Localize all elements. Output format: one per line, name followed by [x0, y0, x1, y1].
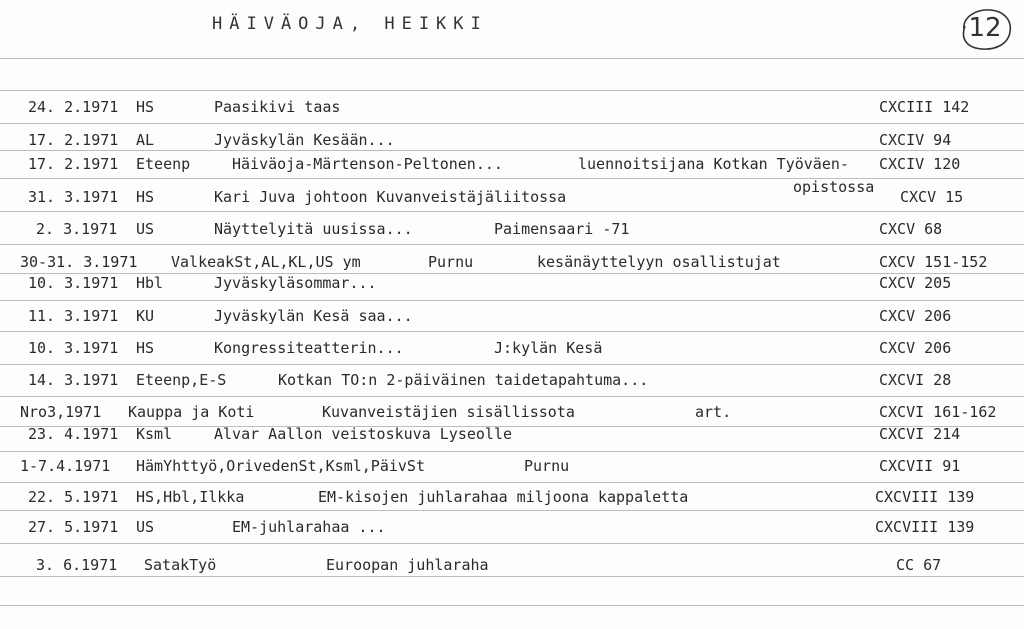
- entry-ref: CXCVIII 139: [875, 518, 975, 536]
- entry-title: Häiväoja-Märtenson-Peltonen...: [232, 155, 503, 173]
- entry-date: 11. 3.1971: [28, 307, 119, 325]
- entry-date: 22. 5.1971: [28, 488, 119, 506]
- entry-ref: CXCVI 214: [879, 425, 961, 443]
- entry-ref: CXCV 205: [879, 274, 952, 292]
- entry-ref: CXCV 68: [879, 220, 943, 238]
- entry-source: ValkeakSt,AL,KL,US ym: [171, 253, 361, 271]
- entry-ref: CXCV 206: [879, 307, 952, 325]
- entry-source: HS,Hbl,Ilkka: [136, 488, 245, 506]
- entry-source: US: [136, 518, 155, 536]
- list-item: [0, 488, 1024, 512]
- list-item: [0, 307, 1024, 331]
- entry-title: Alvar Aallon veistoskuva Lyseolle: [214, 425, 513, 443]
- entry-note-continuation: opistossa: [793, 178, 875, 196]
- entry-date: 3. 6.1971: [36, 556, 118, 574]
- entry-date: 17. 2.1971: [28, 155, 119, 173]
- entry-note: luennoitsijana Kotkan Työväen-: [578, 155, 849, 173]
- entry-date: 17. 2.1971: [28, 131, 119, 149]
- rule-line: [0, 605, 1024, 606]
- list-item: [0, 131, 1024, 155]
- list-item: [0, 339, 1024, 363]
- entry-note: kesänäyttelyyn osallistujat: [537, 253, 781, 271]
- entry-ref: [879, 155, 960, 173]
- entry-source: HS: [136, 188, 155, 206]
- list-item: [0, 274, 1024, 298]
- list-item: [0, 425, 1024, 449]
- list-item: [0, 155, 1024, 179]
- entry-title: EM-juhlarahaa ...: [232, 518, 386, 536]
- entry-title: Näyttelyitä uusissa...: [214, 220, 413, 238]
- list-item: [0, 371, 1024, 395]
- entry-title: Kotkan TO:n 2-päiväinen taidetapahtuma...: [278, 371, 649, 389]
- rule-line: [0, 58, 1024, 59]
- entry-source: HämYhttyö,OrivedenSt,Ksml,PäivSt: [136, 457, 425, 475]
- entry-ref: CC 67: [896, 556, 942, 574]
- entry-source: HS: [136, 339, 155, 357]
- entry-source: HS: [136, 98, 155, 116]
- list-item: [0, 556, 1024, 580]
- entry-source: Eteenp: [136, 155, 191, 173]
- entry-title: Jyväskylän Kesä saa...: [214, 307, 413, 325]
- entry-source: Hbl: [136, 274, 164, 292]
- list-item: [0, 220, 1024, 244]
- entry-title: Jyväskyläsommar...: [214, 274, 377, 292]
- entry-date: 31. 3.1971: [28, 188, 119, 206]
- rule-line: [0, 396, 1024, 397]
- entry-source: AL: [136, 131, 155, 149]
- entry-date: 24. 2.1971: [28, 98, 119, 116]
- card-number-badge: [956, 6, 1014, 52]
- entry-source: US: [136, 220, 155, 238]
- entry-title: Kari Juva johtoon Kuvanveistäjäliitossa: [214, 188, 567, 206]
- entry-title: Purnu: [428, 253, 474, 271]
- rule-line: [0, 451, 1024, 452]
- entry-date: 14. 3.1971: [28, 371, 119, 389]
- rule-line: [0, 331, 1024, 332]
- entry-source: Kauppa ja Koti: [128, 403, 255, 421]
- entry-ref-text: CXCIV 120: [879, 155, 961, 173]
- entry-date: 27. 5.1971: [28, 518, 119, 536]
- entry-ref: CXCV 206: [879, 339, 952, 357]
- entry-ref: CXCIV 94: [879, 131, 952, 149]
- entry-title: EM-kisojen juhlarahaa miljoona kappaletta: [318, 488, 689, 506]
- rule-line: [0, 244, 1024, 245]
- entry-note: J:kylän Kesä: [494, 339, 603, 357]
- list-item: [0, 518, 1024, 542]
- entry-ref: CXCV 15: [900, 188, 964, 206]
- rule-line: [0, 482, 1024, 483]
- entry-ref: CXCVII 91: [879, 457, 961, 475]
- entry-source: Ksml: [136, 425, 173, 443]
- card-title: HÄIVÄOJA, HEIKKI: [212, 14, 488, 34]
- entry-source: SatakTyö: [144, 556, 217, 574]
- list-item: [0, 403, 1024, 427]
- entry-date: 23. 4.1971: [28, 425, 119, 443]
- entry-ref: CXCVI 28: [879, 371, 952, 389]
- entry-title: Jyväskylän Kesään...: [214, 131, 395, 149]
- entry-title: Euroopan juhlaraha: [326, 556, 489, 574]
- entry-source: KU: [136, 307, 155, 325]
- entry-ref: CXCVIII 139: [875, 488, 975, 506]
- entry-date: Nro3,1971: [20, 403, 102, 421]
- entry-ref: CXCIII 142: [879, 98, 970, 116]
- rule-line: [0, 300, 1024, 301]
- entry-title: Purnu: [524, 457, 570, 475]
- entry-ref: CXCV 151-152: [879, 253, 988, 271]
- entry-note: Paimensaari -71: [494, 220, 630, 238]
- rule-line: [0, 90, 1024, 91]
- entry-date: 30-31. 3.1971: [20, 253, 138, 271]
- list-item: [0, 98, 1024, 122]
- entry-source: Eteenp,E-S: [136, 371, 227, 389]
- entry-title: Kongressiteatterin...: [214, 339, 404, 357]
- entry-title: Paasikivi taas: [214, 98, 341, 116]
- rule-line: [0, 543, 1024, 544]
- card-number: 12: [968, 13, 1002, 43]
- entry-ref: CXCVI 161-162: [879, 403, 997, 421]
- entry-note: art.: [695, 403, 732, 421]
- list-item: [0, 457, 1024, 481]
- entry-date: 1-7.4.1971: [20, 457, 111, 475]
- entry-date: 2. 3.1971: [36, 220, 118, 238]
- entry-date: 10. 3.1971: [28, 274, 119, 292]
- rule-line: [0, 364, 1024, 365]
- entry-date: 10. 3.1971: [28, 339, 119, 357]
- rule-line: [0, 123, 1024, 124]
- entry-title: Kuvanveistäjien sisällissota: [322, 403, 575, 421]
